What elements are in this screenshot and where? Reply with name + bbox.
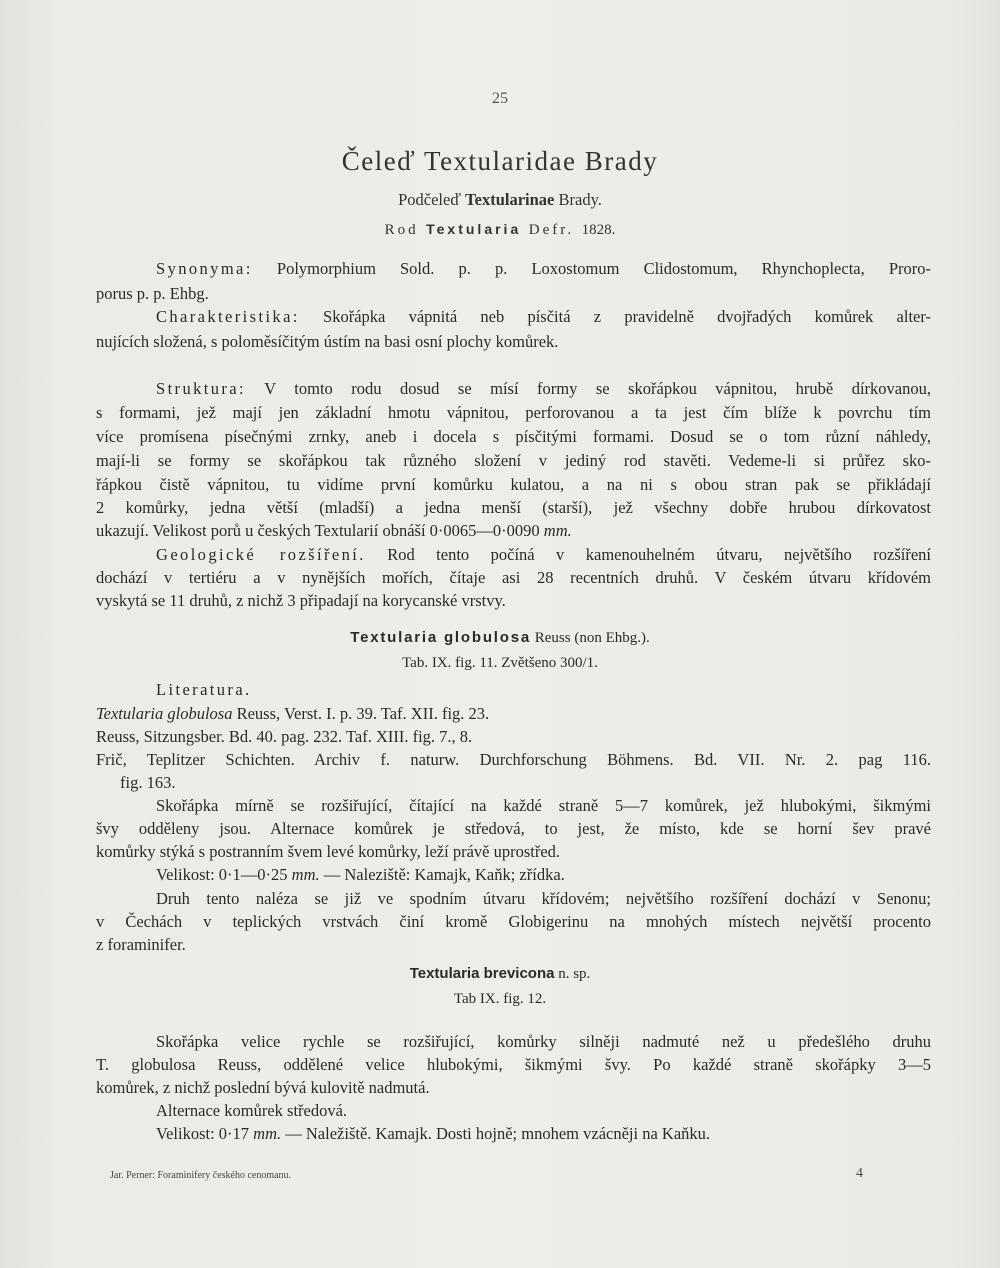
- ref-1-rest: Reuss, Verst. I. p. 39. Taf. XII. fig. 23.: [236, 704, 490, 723]
- species1-size: [156, 864, 565, 886]
- species2-alternace: Alternace komůrek středová.: [156, 1101, 348, 1120]
- species2-size: [156, 1123, 710, 1145]
- subfamily-prefix: Podčeleď: [398, 190, 462, 209]
- struktura-text: V tomto rodu dosud se mísí formy se skořápkou vápnitou, hrubě dírkovanou,: [264, 379, 931, 398]
- ref-3-cont: fig. 163.: [120, 773, 176, 792]
- species1-size-unit: mm.: [291, 865, 320, 884]
- species2-size-label: Velikost:: [156, 1124, 215, 1143]
- genus-heading: [0, 221, 1000, 239]
- synonyma-text: Polymorphium Sold. p. p. Loxostomum Clidostomum, Rhynchoplecta, Proro-: [276, 259, 932, 278]
- species2-name: Textularia brevicona: [409, 965, 555, 982]
- genus-label: Rod: [384, 222, 419, 238]
- family-title: Čeleď Textularidae Brady: [341, 146, 659, 176]
- species1-author: Reuss (non Ehbg.).: [534, 630, 650, 646]
- geologicke-line-2: dochází v tertiéru a v nynějších mořích, čítaje asi 28 recentních druhů. V českém útvaru křídovém: [96, 568, 931, 587]
- struktura-line-5: řápkou čistě vápnitou, tu vidíme první komůrku kulatou, a na ni s obou stran pak se přikládají: [96, 475, 931, 494]
- struktura-unit: mm.: [543, 521, 572, 540]
- literatura-label: Literatura.: [156, 680, 252, 699]
- struktura-line-4: mají-li se formy se skořápkou tak různého složení v jediný rod stavěti. Vedeme-li si průřez sko-: [96, 451, 931, 470]
- genus-year: 1828.: [581, 222, 616, 238]
- species1-name: Textularia globulosa: [350, 629, 531, 646]
- species2-desc-2: T. globulosa Reuss, oddělené velice hlubokými, šikmými švy. Po každé straně skořápky 3—5: [96, 1055, 931, 1074]
- species2-heading: [0, 963, 1000, 985]
- species2-author: n. sp.: [558, 966, 591, 982]
- synonyma-line-1: [156, 258, 931, 280]
- geologicke-label: Geologické rozšíření.: [156, 545, 366, 564]
- species1-size-value: 0·1—0·25: [218, 865, 288, 884]
- species1-size-label: Velikost:: [156, 865, 215, 884]
- species1-tab: Tab. IX. fig. 11. Zvětšeno 300/1.: [402, 655, 598, 671]
- ref-3: Frič, Teplitzer Schichten. Archiv f. naturw. Durchforschung Böhmens. Bd. VII. Nr. 2. pag 116.: [96, 750, 931, 769]
- charakteristika-line-1: [156, 306, 931, 328]
- subfamily-author: Brady.: [558, 190, 602, 209]
- charakteristika-line-2: nujících složená, s poloměsíčitým ústím na basi osní plochy komůrek.: [96, 332, 559, 351]
- synonyma-line-2: porus p. p. Ehbg.: [96, 284, 209, 303]
- species1-dist-2: v Čechách v teplických vrstvách činí kromě Globigerinu na mnohých místech největší procento: [96, 912, 931, 931]
- species2-desc-1: Skořápka velice rychle se rozšiřující, komůrky silněji nadmuté než u předešlého druhu: [156, 1032, 931, 1051]
- geologicke-line-3: vyskytá se 11 druhů, z nichž 3 připadají na korycanské vrstvy.: [96, 591, 506, 610]
- species1-size-rest: — Naleziště: Kamajk, Kaňk; zřídka.: [323, 865, 565, 884]
- struktura-line-1: [156, 378, 931, 400]
- geologicke-text: Rod tento počíná v kamenouhelném útvaru, největšího rozšíření: [387, 545, 931, 564]
- species2-desc-3: komůrek, z nichž poslední bývá kulovitě nadmutá.: [96, 1078, 430, 1097]
- struktura-line-2: s formami, jež mají jen základní hmotu vápnitou, perforovanou a ta jest čím blíže k povrchu tím: [96, 403, 931, 422]
- species1-desc-3: komůrky stýká s postranním švem levé komůrky, leží právě uprostřed.: [96, 842, 561, 861]
- species1-desc-1: Skořápka mírně se rozšiřující, čítající na každé straně 5—7 komůrek, jež hlubokými, šikmými: [156, 796, 931, 815]
- species2-size-unit: mm.: [253, 1124, 282, 1143]
- synonyma-label: Synonyma:: [156, 259, 253, 278]
- species1-heading: [0, 627, 1000, 649]
- ref-2: Reuss, Sitzungsber. Bd. 40. pag. 232. Taf. XIII. fig. 7., 8.: [96, 727, 473, 746]
- ref-1: [96, 703, 931, 725]
- subfamily-heading: [0, 190, 1000, 210]
- species2-size-value: 0·17: [218, 1124, 250, 1143]
- species2-size-rest: — Naležiště. Kamajk. Dosti hojně; mnohem vzácněji na Kaňku.: [285, 1124, 711, 1143]
- struktura-line-3: více promísena písečnými zrnky, aneb i docela s písčitými formami. Dosud se o tom různí náhledy,: [96, 427, 931, 446]
- signature-mark: 4: [856, 1166, 863, 1181]
- struktura-pore-size: ukazují. Velikost porů u českých Textularií obnáší 0·0065—0·0090: [96, 521, 540, 540]
- species1-desc-2: švy odděleny jsou. Alternace komůrek je středová, to jest, že místo, kde se horní šev pravé: [96, 819, 931, 838]
- ref-1-species: Textularia globulosa: [96, 704, 233, 723]
- struktura-label: Struktura:: [156, 379, 246, 398]
- genus-name: Textularia: [426, 221, 522, 237]
- charakteristika-text: Skořápka vápnitá neb písčitá z pravidelně dvojřadých komůrek alter-: [323, 307, 932, 326]
- genus-author: Defr.: [528, 222, 575, 238]
- geologicke-line-1: [156, 544, 931, 566]
- struktura-line-7: [96, 520, 931, 542]
- subfamily-name: Textularinae: [465, 190, 555, 209]
- struktura-line-6: 2 komůrky, jedna větší (mladší) a jedna menší (starší), jež všechny dobře hrubou dírkovatost: [96, 498, 931, 517]
- running-footer: Jar. Perner: Foraminifery českého cenomanu.: [110, 1170, 292, 1181]
- charakteristika-label: Charakteristika:: [156, 307, 300, 326]
- species2-tab: Tab IX. fig. 12.: [453, 991, 547, 1007]
- species1-dist-3: z foraminifer.: [96, 935, 186, 954]
- page-number: 25: [492, 90, 508, 107]
- species1-dist-1: Druh tento naléza se již ve spodním útvaru křídovém; největšího rozšíření dochází v Senonu;: [156, 889, 931, 908]
